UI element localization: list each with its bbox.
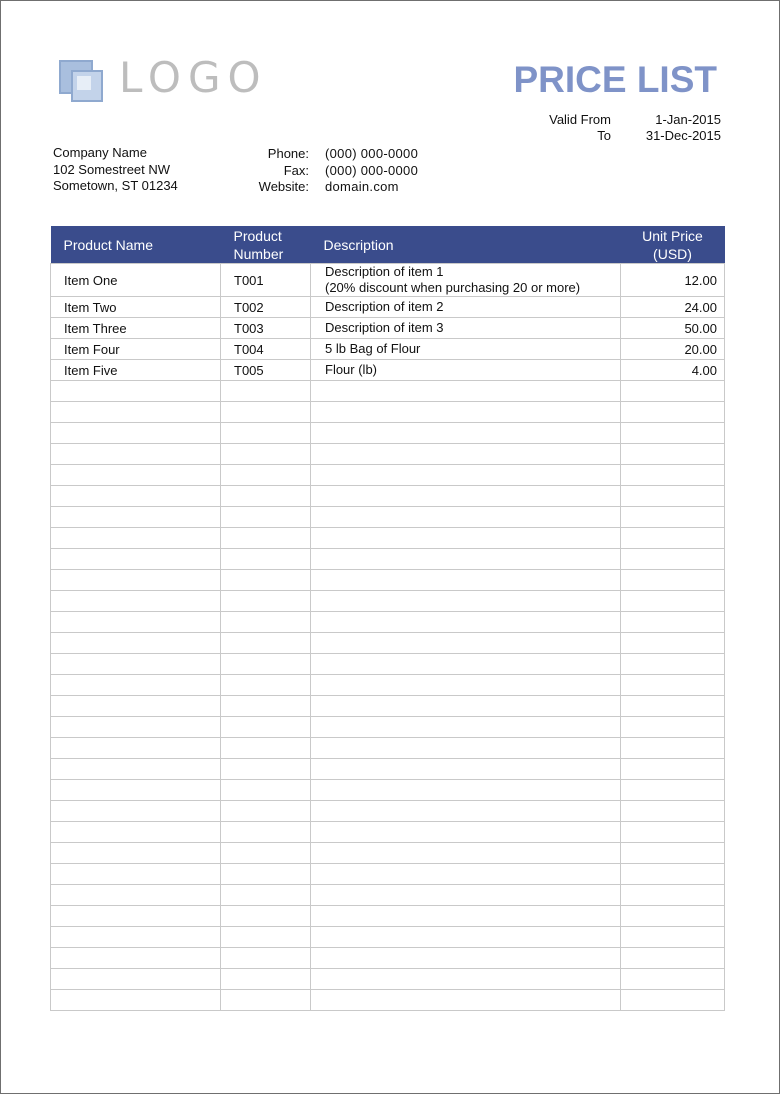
contact-info	[221, 146, 418, 196]
empty-cell[interactable]	[311, 633, 621, 654]
empty-cell[interactable]	[51, 843, 221, 864]
empty-cell[interactable]	[621, 528, 725, 549]
empty-cell[interactable]	[311, 885, 621, 906]
empty-cell[interactable]	[221, 822, 311, 843]
empty-cell[interactable]	[621, 780, 725, 801]
website-label: Website:	[258, 179, 309, 194]
empty-cell[interactable]	[51, 759, 221, 780]
cell-product-name[interactable]: Item Two	[51, 297, 221, 318]
header-product-number	[221, 226, 311, 264]
cell-product-name[interactable]: Item Five	[51, 360, 221, 381]
empty-cell[interactable]	[621, 465, 725, 486]
empty-cell[interactable]	[51, 927, 221, 948]
empty-cell[interactable]	[311, 570, 621, 591]
empty-cell[interactable]	[221, 444, 311, 465]
cell-description[interactable]: Description of item 3	[311, 318, 621, 339]
cell-unit-price[interactable]: 4.00	[621, 360, 725, 381]
empty-cell[interactable]	[621, 906, 725, 927]
empty-table-row	[51, 612, 725, 633]
empty-cell[interactable]	[221, 423, 311, 444]
empty-table-row	[51, 675, 725, 696]
empty-cell[interactable]	[221, 633, 311, 654]
empty-table-row	[51, 486, 725, 507]
cell-unit-price[interactable]: 50.00	[621, 318, 725, 339]
cell-unit-price[interactable]: 24.00	[621, 297, 725, 318]
fax-label: Fax:	[283, 162, 309, 178]
empty-table-row	[51, 696, 725, 717]
logo-squares-icon	[58, 59, 104, 103]
empty-table-row	[51, 801, 725, 822]
table-header-row	[51, 226, 725, 264]
empty-cell[interactable]	[51, 423, 221, 444]
cell-unit-price[interactable]: 20.00	[621, 339, 725, 360]
empty-table-row	[51, 780, 725, 801]
company-name[interactable]: Company Name	[53, 145, 147, 160]
empty-cell[interactable]	[311, 906, 621, 927]
empty-cell[interactable]	[221, 738, 311, 759]
empty-table-row	[51, 969, 725, 990]
empty-cell[interactable]	[311, 465, 621, 486]
empty-cell[interactable]	[621, 801, 725, 822]
cell-product-name[interactable]: Item Three	[51, 318, 221, 339]
empty-cell[interactable]	[51, 633, 221, 654]
empty-cell[interactable]	[221, 402, 311, 423]
empty-cell[interactable]	[621, 381, 725, 402]
description-line1: Description of item 1	[325, 264, 444, 279]
empty-cell[interactable]	[221, 612, 311, 633]
phone-value[interactable]: (000) 000-0000	[325, 146, 419, 161]
empty-cell[interactable]	[311, 990, 621, 1011]
cell-unit-price[interactable]: 12.00	[621, 264, 725, 297]
empty-table-row	[51, 633, 725, 654]
table-row	[51, 339, 725, 360]
empty-cell[interactable]	[621, 402, 725, 423]
empty-cell[interactable]	[621, 423, 725, 444]
empty-cell[interactable]	[221, 843, 311, 864]
header-description: Description	[311, 226, 621, 264]
empty-cell[interactable]	[621, 927, 725, 948]
empty-cell[interactable]	[311, 591, 621, 612]
empty-table-row	[51, 507, 725, 528]
empty-cell[interactable]	[621, 717, 725, 738]
empty-cell[interactable]	[51, 549, 221, 570]
description-line2: (20% discount when purchasing 20 or more)	[325, 280, 581, 295]
empty-cell[interactable]	[311, 486, 621, 507]
valid-to-value[interactable]: 31-Dec-2015	[645, 128, 721, 143]
empty-cell[interactable]	[311, 780, 621, 801]
company-logo	[58, 53, 298, 105]
empty-table-row	[51, 423, 725, 444]
empty-cell[interactable]	[621, 549, 725, 570]
empty-cell[interactable]	[51, 738, 221, 759]
table-row	[51, 318, 725, 339]
empty-cell[interactable]	[621, 738, 725, 759]
empty-cell[interactable]	[621, 759, 725, 780]
empty-cell[interactable]	[621, 948, 725, 969]
empty-cell[interactable]	[221, 780, 311, 801]
empty-cell[interactable]	[51, 885, 221, 906]
empty-cell[interactable]	[51, 801, 221, 822]
empty-cell[interactable]	[51, 654, 221, 675]
empty-cell[interactable]	[51, 969, 221, 990]
valid-from-label: Valid From	[549, 112, 611, 127]
empty-table-row	[51, 738, 725, 759]
empty-cell[interactable]	[221, 801, 311, 822]
empty-cell[interactable]	[311, 612, 621, 633]
empty-cell[interactable]	[221, 696, 311, 717]
empty-cell[interactable]	[621, 444, 725, 465]
empty-cell[interactable]	[311, 549, 621, 570]
empty-cell[interactable]	[311, 738, 621, 759]
empty-cell[interactable]	[311, 423, 621, 444]
empty-table-row	[51, 885, 725, 906]
empty-cell[interactable]	[221, 507, 311, 528]
empty-cell[interactable]	[311, 381, 621, 402]
valid-from-value[interactable]: 1-Jan-2015	[655, 112, 721, 127]
empty-cell[interactable]	[311, 948, 621, 969]
empty-cell[interactable]	[51, 507, 221, 528]
empty-cell[interactable]	[621, 507, 725, 528]
cell-product-number[interactable]: T003	[221, 318, 311, 339]
empty-table-row	[51, 927, 725, 948]
empty-cell[interactable]	[221, 864, 311, 885]
empty-cell[interactable]	[51, 528, 221, 549]
empty-table-row	[51, 570, 725, 591]
header-unit-price-line2: (USD)	[653, 245, 692, 262]
empty-cell[interactable]	[51, 864, 221, 885]
valid-to-label: To	[597, 128, 611, 143]
price-table	[50, 226, 725, 1011]
empty-cell[interactable]	[621, 570, 725, 591]
cell-product-number[interactable]: T004	[221, 339, 311, 360]
empty-table-row	[51, 381, 725, 402]
empty-cell[interactable]	[221, 570, 311, 591]
empty-cell[interactable]	[311, 675, 621, 696]
table-body	[51, 264, 725, 1011]
empty-cell[interactable]	[51, 822, 221, 843]
empty-cell[interactable]	[51, 381, 221, 402]
empty-cell[interactable]	[51, 696, 221, 717]
empty-cell[interactable]	[311, 927, 621, 948]
empty-cell[interactable]	[311, 528, 621, 549]
company-address-line1[interactable]: 102 Somestreet NW	[53, 161, 171, 177]
empty-cell[interactable]	[221, 759, 311, 780]
empty-cell[interactable]	[311, 843, 621, 864]
empty-cell[interactable]	[221, 906, 311, 927]
empty-table-row	[51, 402, 725, 423]
empty-table-row	[51, 717, 725, 738]
empty-table-row	[51, 864, 725, 885]
empty-cell[interactable]	[51, 444, 221, 465]
company-address-line2[interactable]: Sometown, ST 01234	[53, 178, 178, 193]
empty-cell[interactable]	[311, 864, 621, 885]
empty-table-row	[51, 822, 725, 843]
cell-description[interactable]: Flour (lb)	[311, 360, 621, 381]
empty-cell[interactable]	[621, 969, 725, 990]
empty-cell[interactable]	[221, 591, 311, 612]
empty-cell[interactable]	[51, 948, 221, 969]
empty-cell[interactable]	[51, 591, 221, 612]
page-title: PRICE LIST	[513, 59, 717, 100]
empty-cell[interactable]	[621, 654, 725, 675]
empty-table-row	[51, 759, 725, 780]
empty-cell[interactable]	[311, 696, 621, 717]
empty-cell[interactable]	[621, 885, 725, 906]
header-product-name: Product Name	[51, 226, 221, 264]
table-row	[51, 264, 725, 297]
empty-cell[interactable]	[621, 822, 725, 843]
empty-cell[interactable]	[221, 675, 311, 696]
empty-table-row	[51, 465, 725, 486]
empty-cell[interactable]	[51, 717, 221, 738]
empty-cell[interactable]	[51, 465, 221, 486]
empty-cell[interactable]	[621, 591, 725, 612]
empty-cell[interactable]	[621, 864, 725, 885]
cell-description[interactable]	[311, 264, 621, 297]
empty-cell[interactable]	[621, 990, 725, 1011]
empty-cell[interactable]	[51, 612, 221, 633]
website-value[interactable]: domain.com	[325, 179, 399, 194]
empty-cell[interactable]	[221, 969, 311, 990]
cell-product-name[interactable]: Item One	[51, 264, 221, 297]
empty-cell[interactable]	[51, 675, 221, 696]
empty-cell[interactable]	[621, 486, 725, 507]
header-product-number-line2: Number	[233, 245, 284, 262]
empty-cell[interactable]	[221, 381, 311, 402]
empty-cell[interactable]	[311, 507, 621, 528]
header-product-number-line1: Product	[233, 227, 282, 244]
empty-cell[interactable]	[51, 402, 221, 423]
empty-cell[interactable]	[221, 948, 311, 969]
empty-cell[interactable]	[221, 528, 311, 549]
table-row	[51, 297, 725, 318]
header-unit-price-line1: Unit Price	[642, 227, 703, 244]
empty-cell[interactable]	[621, 675, 725, 696]
empty-cell[interactable]	[51, 486, 221, 507]
empty-cell[interactable]	[221, 885, 311, 906]
empty-cell[interactable]	[311, 969, 621, 990]
empty-cell[interactable]	[221, 717, 311, 738]
empty-table-row	[51, 591, 725, 612]
validity-block	[521, 112, 721, 144]
fax-value[interactable]: (000) 000-0000	[325, 162, 419, 178]
cell-product-number[interactable]: T005	[221, 360, 311, 381]
empty-cell[interactable]	[621, 696, 725, 717]
empty-cell[interactable]	[51, 990, 221, 1011]
empty-table-row	[51, 948, 725, 969]
table-row	[51, 360, 725, 381]
empty-cell[interactable]	[51, 570, 221, 591]
empty-cell[interactable]	[311, 402, 621, 423]
cell-description[interactable]: Description of item 2	[311, 297, 621, 318]
empty-cell[interactable]	[311, 444, 621, 465]
empty-cell[interactable]	[311, 801, 621, 822]
empty-cell[interactable]	[621, 843, 725, 864]
cell-product-number[interactable]: T002	[221, 297, 311, 318]
empty-table-row	[51, 843, 725, 864]
empty-table-row	[51, 444, 725, 465]
empty-table-row	[51, 906, 725, 927]
empty-cell[interactable]	[621, 633, 725, 654]
logo-text: LOGO	[119, 53, 268, 102]
empty-cell[interactable]	[221, 927, 311, 948]
empty-cell[interactable]	[311, 822, 621, 843]
empty-table-row	[51, 528, 725, 549]
empty-table-row	[51, 549, 725, 570]
empty-cell[interactable]	[311, 759, 621, 780]
empty-cell[interactable]	[621, 612, 725, 633]
empty-cell[interactable]	[221, 990, 311, 1011]
cell-product-name[interactable]: Item Four	[51, 339, 221, 360]
cell-product-number[interactable]: T001	[221, 264, 311, 297]
empty-cell[interactable]	[221, 654, 311, 675]
company-info	[53, 145, 178, 195]
empty-table-row	[51, 990, 725, 1011]
empty-cell[interactable]	[51, 780, 221, 801]
empty-cell[interactable]	[221, 549, 311, 570]
empty-cell[interactable]	[311, 717, 621, 738]
empty-cell[interactable]	[311, 654, 621, 675]
phone-label: Phone:	[267, 146, 309, 161]
empty-cell[interactable]	[221, 486, 311, 507]
header-unit-price	[621, 226, 725, 264]
empty-cell[interactable]	[221, 465, 311, 486]
cell-description[interactable]: 5 lb Bag of Flour	[311, 339, 621, 360]
empty-cell[interactable]	[51, 906, 221, 927]
empty-table-row	[51, 654, 725, 675]
